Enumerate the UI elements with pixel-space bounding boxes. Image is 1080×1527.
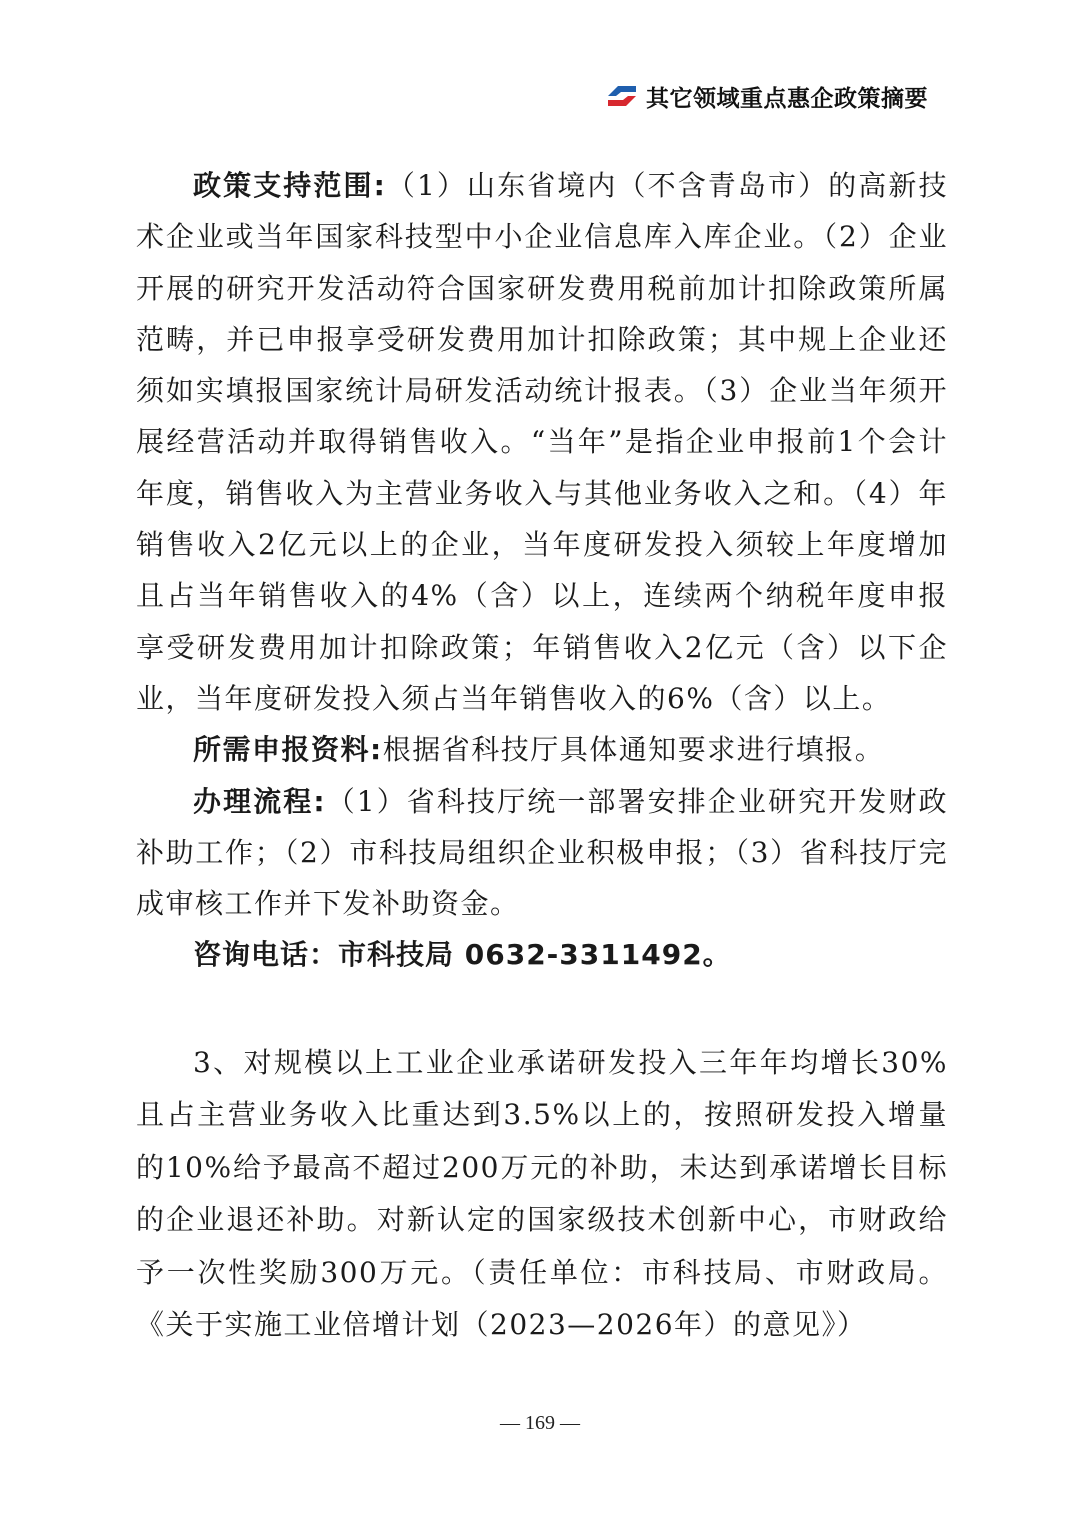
- blue-red-arrow-logo-icon: [606, 82, 638, 110]
- materials-text: 根据省科技厅具体通知要求进行填报。: [382, 733, 885, 767]
- document-body: [136, 160, 948, 1352]
- policy-scope-label: 政策支持范围:: [193, 169, 387, 202]
- contact-phone: 咨询电话：市科技局 0632-3311492。: [193, 938, 732, 972]
- process-label: 办理流程:: [193, 784, 327, 818]
- materials-paragraph: [136, 724, 948, 775]
- policy-scope-paragraph: [136, 160, 948, 724]
- materials-label: 所需申报资料:: [193, 733, 383, 767]
- process-text: （1）省科技厅统一部署安排企业研究开发财政补助工作；（2）市科技局组织企业积极申报；（3）省科技厅完成审核工作并下发补助资金。: [136, 784, 948, 921]
- item-3-paragraph: 3、对规模以上工业企业承诺研发投入三年年均增长30%且占主营业务收入比重达到3.5%以上的，按照研发投入增量的10%给予最高不超过200万元的补助，未达到承诺增长目标的企业退还补助。对新认定的国家级技术创新中心，市财政给予一次性奖励300万元。（责任单位：市科技局、市财政局。《关于实施工业倍增计划（2023—2026年）的意见》）: [136, 1045, 948, 1342]
- policy-scope-text: （1）山东省境内（不含青岛市）的高新技术企业或当年国家科技型中小企业信息库入库企业。（2）企业开展的研究开发活动符合国家研发费用税前加计扣除政策所属范畴，并已申报享受研发费用加计扣除政策；其中规上企业还须如实填报国家统计局研发活动统计报表。（3）企业当年须开展经营活动并取得销售收入。“当年”是指企业申报前1个会计年度，销售收入为主营业务收入与其他业务收入之和。（4）年销售收入2亿元以上的企业，当年度研发投入须较上年度增加且占当年销售收入的4%（含）以上，连续两个纳税年度申报享受研发费用加计扣除政策；年销售收入2亿元（含）以下企业，当年度研发投入须占当年销售收入的6%（含）以上。: [136, 169, 948, 715]
- header-title: 其它领域重点惠企政策摘要: [646, 85, 928, 112]
- page-number: — 169 —: [500, 1412, 580, 1434]
- section-spacer: [136, 981, 948, 1037]
- page-header: [606, 76, 966, 116]
- process-paragraph: [136, 776, 948, 930]
